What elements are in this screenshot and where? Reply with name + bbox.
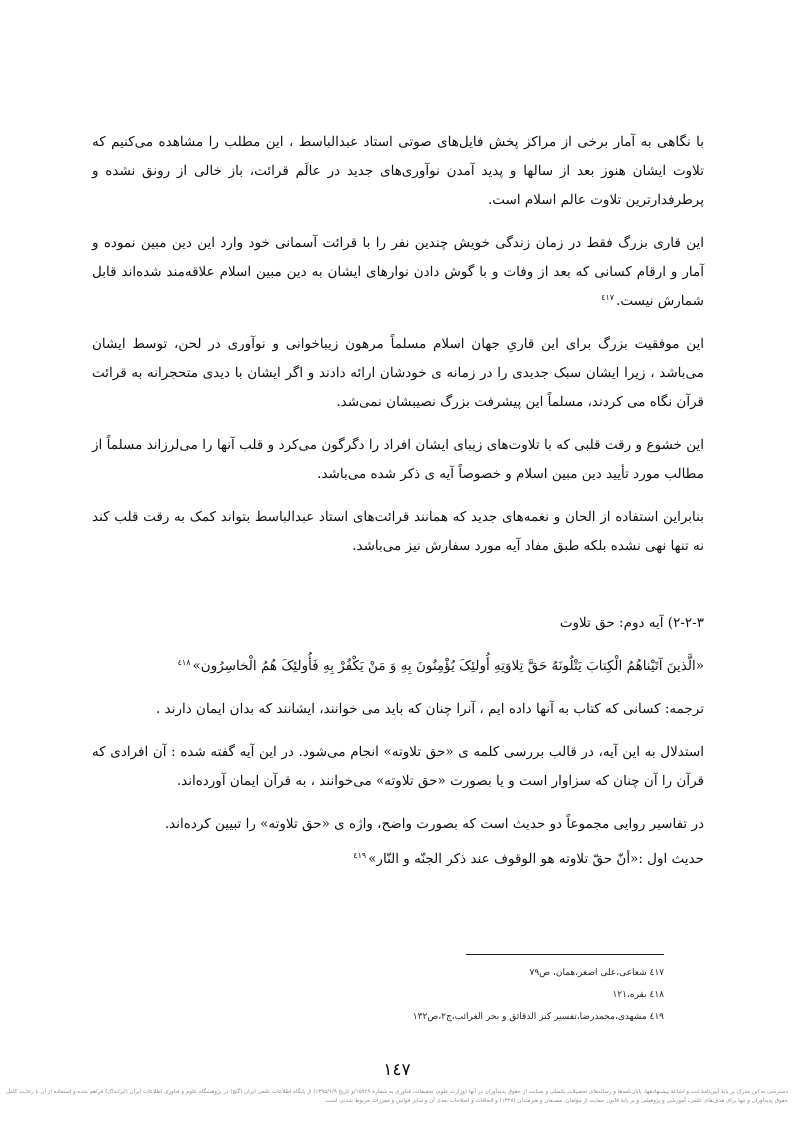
argument-paragraph: استدلال به این آیه، در قالب بررسی کلمه ی «حق تلاوته» انجام می‌شود. در این آیه گفته شده : آن افرادی که قرآن را آن چنان که سزاوار است و یا بصورت «حق تلاوته» می‌خوانند ، به قرآن ایمان آورده‌اند.	[92, 744, 704, 789]
tafsir-paragraph: در تفاسیر روایی مجموعاً دو حدیث است که بصورت واضح، واژه ی «حق تلاوته» را تبیین کرده‌اند.	[164, 816, 704, 832]
quran-verse-text: «الَّذینَ آتَیْناهُمُ الْکِتابَ یَتْلُونَهُ حَقَّ تِلاوَتِهِ أُولئِکَ یُؤْمِنُونَ بِهِ وَ مَنْ یَکْفُرْ بِهِ فَأُولئِکَ هُمُ الْخاسِرُون»	[192, 658, 704, 674]
paragraph-3: این موفقیت بزرگ برای این قاریِ جهان اسلام مسلماً مرهون زیباخوانی و نوآوری در لحن، توسط ایشان می‌باشد ، زیرا ایشان سبک جدیدی را در زمانه ی خودشان ارائه دادند و اگر ایشان با دیدی متحجرانه به قرائت قرآن نگاه می کردند، مسلماً این پیشرفت بزرگ نصیبشان نمی‌شد.	[92, 336, 704, 410]
paragraph-5: بنابراین استفاده از الحان و نغمه‌های جدید که همانند قرائت‌های استاد عبدالباسط بتواند کمک به رقت قلب کند نه تنها نهی نشده بلکه طبق مفاد آیه مورد سفارش نیز می‌باشد.	[92, 509, 704, 554]
footnote-418: ٤١٨ بقره،١٢١	[612, 990, 664, 1000]
footnote-divider	[466, 954, 664, 955]
footnotes	[104, 962, 664, 1028]
footnote-ref-418[interactable]: ٤١٨	[177, 657, 191, 667]
hadith-one	[92, 845, 704, 874]
footnote-ref-417[interactable]: ٤١٧	[601, 292, 615, 302]
page-number: ١٤٧	[383, 1060, 411, 1080]
footnote-419: ٤١٩ مشهدی،محمدرضا،تفسیر کنز الدقائق و بحر الغرائب،ج٢،ص١٣٢	[412, 1012, 664, 1022]
paragraph-2-text: این قاری بزرگ فقط در زمان زندگی خویش چندین نفر را با قرائت آسمانی خود وارد این دین مبین نموده و آمار و ارقام کسانی که بعد از وفات و با گوش دادن نوارهای ایشان به دین مبین اسلام علاقه‌مند شده‌اند قابل شمارش نیست.	[92, 235, 704, 309]
footnote-417: ٤١٧ شعاعی،علی اصغر،همان، ص٧٩	[529, 968, 664, 978]
access-disclaimer: دسترسی به این مدرک بر پایهٔ آیین‌نامهٔ ثبت و اشاعهٔ پیشنهادهها، پایان‌نامه‌ها و رساله‌های تحصیلات تکمیلی و صیانت از حقوق پدیدآوران در آنها (وزارت علوم، تحقیقات، فناوری به شمارهٔ ۱۵۹۲۹/و تاریخ ۱۳۹۵/۶/۹) از پایگاه اطلاعات علمی ایران (گنج) در پژوهشگاه علوم و فناوری اطلاعات ایران (ایرانداک) فراهم شده و استفاده از آن با رعایت کامل حقوق پدیدآوران و تنها برای هدف‌های علمی، آموزشی و پژوهشی و بر پایهٔ قانون حمایت از مؤلفان، مصنفان و هنرمندان (۱۳۴۸) و الحاقات و اصلاحات بعدی آن و سایر قوانین و مقررات مربوط شدنی است.	[6, 1089, 789, 1104]
section-verse-two	[92, 609, 704, 874]
paragraph-4: این خشوع و رقت قلبی که با تلاوت‌های زیبای ایشان افراد را دگرگون می‌کرد و قلب آنها را می‌لرزاند مسلماً از مطالب مورد تأیید دین مبین اسلام و خصوصاً آیه ی ذکر شده می‌باشد.	[92, 437, 704, 482]
hadith-one-text: حدیث اول :«أنّ حقّ تلاوته هو الوقوف عند ذکر الجنّه و النّار»	[368, 851, 704, 867]
paragraph-2	[92, 229, 704, 316]
paragraph-1: با نگاهی به آمار برخی از مراکز پخش فایل‌های صوتی استاد عبدالباسط ، این مطلب را مشاهده می‌کنیم که تلاوت ایشان هنوز بعد از سالها و پدید آمدن نوآوری‌های جدید در عالَم قرائت، باز خالی از رونق نشده و پرطرفدارترین تلاوت عالم اسلام است.	[92, 134, 704, 208]
quran-verse	[92, 652, 704, 681]
section-heading: ٣-٢-٢) آیه دوم: حق تلاوت	[559, 615, 704, 631]
verse-translation: ترجمه: کسانی که کتاب به آنها داده ایم ، آنرا چنان که باید می خوانند، ایشانند که بدان ایمان دارند .	[156, 701, 704, 717]
footnote-ref-419[interactable]: ٤١٩	[353, 850, 367, 860]
page-body	[92, 128, 704, 888]
